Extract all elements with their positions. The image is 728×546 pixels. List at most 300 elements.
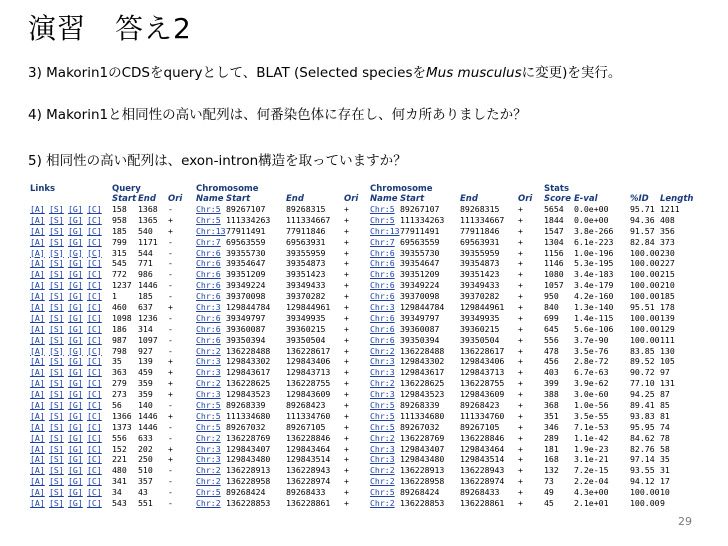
- chrom-end-2: 136228846: [460, 432, 505, 443]
- chrom-end: 89268433: [286, 487, 326, 498]
- link-c[interactable]: [C]: [87, 378, 102, 389]
- chrom-ori: +: [344, 302, 349, 313]
- link-a[interactable]: [A]: [30, 214, 45, 225]
- chrom-start: 39370098: [226, 291, 266, 302]
- chrom-name[interactable]: Chr:3: [196, 302, 221, 313]
- chrom-name-2[interactable]: Chr:6: [370, 291, 395, 302]
- chrom-name[interactable]: Chr:3: [196, 367, 221, 378]
- link-c[interactable]: [C]: [87, 236, 102, 247]
- chrom-name[interactable]: Chr:5: [196, 410, 221, 421]
- link-s[interactable]: [S]: [49, 378, 64, 389]
- header-name: Name: [196, 194, 224, 204]
- chrom-ori: +: [344, 487, 349, 498]
- link-s[interactable]: [S]: [49, 204, 64, 214]
- chrom-ori: +: [344, 410, 349, 421]
- query-start: 545: [112, 258, 127, 269]
- link-g[interactable]: [G]: [68, 334, 83, 345]
- query-ori: +: [168, 389, 173, 400]
- chrom-name[interactable]: Chr:2: [196, 476, 221, 487]
- score: 49: [544, 487, 554, 498]
- link-s[interactable]: [S]: [49, 498, 64, 509]
- link-g[interactable]: [G]: [68, 465, 83, 476]
- link-c[interactable]: [C]: [87, 421, 102, 432]
- chrom-name[interactable]: Chr:5: [196, 214, 221, 225]
- link-c[interactable]: [C]: [87, 498, 102, 509]
- identity: 100.00: [630, 498, 660, 509]
- link-g[interactable]: [G]: [68, 291, 83, 302]
- chrom-name[interactable]: Chr:6: [196, 280, 221, 291]
- length: 105: [660, 356, 675, 367]
- link-g[interactable]: [G]: [68, 269, 83, 280]
- link-s[interactable]: [S]: [49, 225, 64, 236]
- chrom-start-2: 39370098: [400, 291, 440, 302]
- link-g[interactable]: [G]: [68, 225, 83, 236]
- chrom-end: 39360215: [286, 323, 326, 334]
- chrom-ori: +: [344, 356, 349, 367]
- query-end: 1368: [138, 204, 158, 214]
- link-c[interactable]: [C]: [87, 334, 102, 345]
- link-a[interactable]: [A]: [30, 225, 45, 236]
- header-identity: %ID: [630, 194, 649, 204]
- link-s[interactable]: [S]: [49, 280, 64, 291]
- chrom-name-2[interactable]: Chr:2: [370, 378, 395, 389]
- table-row: [30, 291, 700, 302]
- link-s[interactable]: [S]: [49, 302, 64, 313]
- chrom-name-2[interactable]: Chr:13: [370, 225, 400, 236]
- link-g[interactable]: [G]: [68, 312, 83, 323]
- query-ori: +: [168, 454, 173, 465]
- link-c[interactable]: [C]: [87, 302, 102, 313]
- chrom-name[interactable]: Chr:2: [196, 345, 221, 356]
- table-row: [30, 204, 700, 215]
- link-g[interactable]: [G]: [68, 487, 83, 498]
- link-a[interactable]: [A]: [30, 487, 45, 498]
- link-a[interactable]: [A]: [30, 389, 45, 400]
- chrom-start: 89267107: [226, 204, 266, 214]
- chrom-name-2[interactable]: Chr:5: [370, 487, 395, 498]
- chrom-ori-2: +: [518, 214, 523, 225]
- header-chromosome-2: Chromosome: [370, 184, 433, 194]
- link-g[interactable]: [G]: [68, 345, 83, 356]
- chrom-name[interactable]: Chr:7: [196, 236, 221, 247]
- link-g[interactable]: [G]: [68, 378, 83, 389]
- chrom-start: 129843407: [226, 443, 271, 454]
- query-start: 221: [112, 454, 127, 465]
- chrom-start: 89268424: [226, 487, 266, 498]
- query-ori: +: [168, 302, 173, 313]
- link-a[interactable]: [A]: [30, 345, 45, 356]
- link-g[interactable]: [G]: [68, 258, 83, 269]
- header-evalue: E-val: [574, 194, 598, 204]
- length: 111: [660, 334, 675, 345]
- link-g[interactable]: [G]: [68, 389, 83, 400]
- link-g[interactable]: [G]: [68, 400, 83, 411]
- chrom-end-2: 111334760: [460, 410, 505, 421]
- query-end: 359: [138, 389, 153, 400]
- chrom-name[interactable]: Chr:5: [196, 400, 221, 411]
- chrom-name-2[interactable]: Chr:3: [370, 389, 395, 400]
- link-c[interactable]: [C]: [87, 476, 102, 487]
- chrom-end-2: 39370282: [460, 291, 500, 302]
- link-c[interactable]: [C]: [87, 323, 102, 334]
- chrom-name-2[interactable]: Chr:6: [370, 323, 395, 334]
- identity: 94.12: [630, 476, 655, 487]
- link-c[interactable]: [C]: [87, 312, 102, 323]
- link-g[interactable]: [G]: [68, 247, 83, 258]
- link-g[interactable]: [G]: [68, 323, 83, 334]
- chrom-ori: +: [344, 465, 349, 476]
- chrom-ori-2: +: [518, 323, 523, 334]
- score: 1057: [544, 280, 564, 291]
- link-s[interactable]: [S]: [49, 487, 64, 498]
- chrom-name-2[interactable]: Chr:6: [370, 269, 395, 280]
- chrom-name-2[interactable]: Chr:5: [370, 204, 395, 214]
- link-c[interactable]: [C]: [87, 367, 102, 378]
- score: 1156: [544, 247, 564, 258]
- chrom-name-2[interactable]: Chr:2: [370, 345, 395, 356]
- link-s[interactable]: [S]: [49, 345, 64, 356]
- chrom-name-2[interactable]: Chr:2: [370, 465, 395, 476]
- link-g[interactable]: [G]: [68, 204, 83, 214]
- link-a[interactable]: [A]: [30, 421, 45, 432]
- link-c[interactable]: [C]: [87, 454, 102, 465]
- chrom-name-2[interactable]: Chr:5: [370, 400, 395, 411]
- link-a[interactable]: [A]: [30, 410, 45, 421]
- chrom-name-2[interactable]: Chr:2: [370, 432, 395, 443]
- chrom-start: 136228853: [226, 498, 271, 509]
- query-ori: +: [168, 225, 173, 236]
- chrom-ori-2: +: [518, 204, 523, 214]
- chrom-end-2: 89268433: [460, 487, 500, 498]
- chrom-name[interactable]: Chr:5: [196, 421, 221, 432]
- table-row: [30, 422, 700, 433]
- chrom-end: 129844961: [286, 302, 331, 313]
- chrom-name[interactable]: Chr:3: [196, 443, 221, 454]
- chrom-ori: +: [344, 204, 349, 214]
- chrom-name[interactable]: Chr:6: [196, 291, 221, 302]
- chrom-name[interactable]: Chr:6: [196, 323, 221, 334]
- chrom-start-2: 39350394: [400, 334, 440, 345]
- question-5: 5) 相同性の高い配列は、exon-intron構造を取っていますか？: [28, 153, 407, 169]
- chrom-ori-2: +: [518, 389, 523, 400]
- link-a[interactable]: [A]: [30, 432, 45, 443]
- query-ori: +: [168, 410, 173, 421]
- query-end: 43: [138, 487, 148, 498]
- chrom-name[interactable]: Chr:6: [196, 312, 221, 323]
- query-ori: +: [168, 367, 173, 378]
- link-c[interactable]: [C]: [87, 410, 102, 421]
- chrom-name-2[interactable]: Chr:3: [370, 356, 395, 367]
- chrom-name[interactable]: Chr:13: [196, 225, 226, 236]
- query-end: 1365: [138, 214, 158, 225]
- link-a[interactable]: [A]: [30, 454, 45, 465]
- evalue: 2.8e-72: [574, 356, 609, 367]
- link-c[interactable]: [C]: [87, 465, 102, 476]
- query-end: 357: [138, 476, 153, 487]
- link-s[interactable]: [S]: [49, 443, 64, 454]
- query-start: 315: [112, 247, 127, 258]
- chrom-ori: +: [344, 432, 349, 443]
- chrom-ori-2: +: [518, 312, 523, 323]
- identity: 82.84: [630, 236, 655, 247]
- chrom-end: 129843406: [286, 356, 331, 367]
- chrom-start-2: 89267032: [400, 421, 440, 432]
- chrom-name[interactable]: Chr:6: [196, 247, 221, 258]
- chrom-ori-2: +: [518, 465, 523, 476]
- link-c[interactable]: [C]: [87, 400, 102, 411]
- link-a[interactable]: [A]: [30, 204, 45, 214]
- chrom-ori: +: [344, 225, 349, 236]
- link-s[interactable]: [S]: [49, 465, 64, 476]
- chrom-name-2[interactable]: Chr:6: [370, 258, 395, 269]
- chrom-name[interactable]: Chr:2: [196, 465, 221, 476]
- length: 81: [660, 410, 670, 421]
- score: 403: [544, 367, 559, 378]
- question-3-species: Mus musculus: [426, 65, 522, 81]
- table-row: [30, 248, 700, 259]
- link-c[interactable]: [C]: [87, 389, 102, 400]
- chrom-name-2[interactable]: Chr:2: [370, 498, 395, 509]
- chrom-name-2[interactable]: Chr:3: [370, 454, 395, 465]
- link-c[interactable]: [C]: [87, 280, 102, 291]
- query-ori: -: [168, 334, 173, 345]
- chrom-name-2[interactable]: Chr:6: [370, 247, 395, 258]
- link-a[interactable]: [A]: [30, 498, 45, 509]
- link-s[interactable]: [S]: [49, 312, 64, 323]
- header-ori: Ori: [344, 194, 359, 204]
- chrom-name[interactable]: Chr:6: [196, 334, 221, 345]
- chrom-ori: +: [344, 334, 349, 345]
- chrom-end-2: 39350504: [460, 334, 500, 345]
- chrom-end-2: 39355959: [460, 247, 500, 258]
- chrom-name[interactable]: Chr:6: [196, 258, 221, 269]
- link-a[interactable]: [A]: [30, 236, 45, 247]
- chrom-name-2[interactable]: Chr:6: [370, 280, 395, 291]
- link-s[interactable]: [S]: [49, 367, 64, 378]
- link-c[interactable]: [C]: [87, 345, 102, 356]
- query-ori: -: [168, 236, 173, 247]
- link-a[interactable]: [A]: [30, 356, 45, 367]
- link-c[interactable]: [C]: [87, 247, 102, 258]
- chrom-end: 129843464: [286, 443, 331, 454]
- chrom-name-2[interactable]: Chr:2: [370, 476, 395, 487]
- chrom-name-2[interactable]: Chr:6: [370, 312, 395, 323]
- query-start: 1373: [112, 421, 132, 432]
- link-s[interactable]: [S]: [49, 400, 64, 411]
- identity: 93.83: [630, 410, 655, 421]
- link-s[interactable]: [S]: [49, 410, 64, 421]
- chrom-start: 136228488: [226, 345, 271, 356]
- link-a[interactable]: [A]: [30, 378, 45, 389]
- length: 215: [660, 269, 675, 280]
- score: 1844: [544, 214, 564, 225]
- link-c[interactable]: [C]: [87, 214, 102, 225]
- link-a[interactable]: [A]: [30, 400, 45, 411]
- link-a[interactable]: [A]: [30, 476, 45, 487]
- link-s[interactable]: [S]: [49, 291, 64, 302]
- chrom-end: 136228755: [286, 378, 331, 389]
- link-s[interactable]: [S]: [49, 269, 64, 280]
- link-s[interactable]: [S]: [49, 432, 64, 443]
- query-end: 544: [138, 247, 153, 258]
- link-s[interactable]: [S]: [49, 476, 64, 487]
- link-s[interactable]: [S]: [49, 356, 64, 367]
- identity: 90.72: [630, 367, 655, 378]
- identity: 97.14: [630, 454, 655, 465]
- link-c[interactable]: [C]: [87, 443, 102, 454]
- evalue: 2.2e-04: [574, 476, 609, 487]
- link-c[interactable]: [C]: [87, 269, 102, 280]
- chrom-ori-2: +: [518, 225, 523, 236]
- chrom-start: 39355730: [226, 247, 266, 258]
- query-start: 35: [112, 356, 122, 367]
- link-g[interactable]: [G]: [68, 454, 83, 465]
- chrom-name[interactable]: Chr:2: [196, 378, 221, 389]
- link-c[interactable]: [C]: [87, 487, 102, 498]
- link-g[interactable]: [G]: [68, 410, 83, 421]
- link-c[interactable]: [C]: [87, 225, 102, 236]
- link-a[interactable]: [A]: [30, 334, 45, 345]
- query-end: 633: [138, 432, 153, 443]
- link-g[interactable]: [G]: [68, 356, 83, 367]
- link-a[interactable]: [A]: [30, 269, 45, 280]
- link-g[interactable]: [G]: [68, 498, 83, 509]
- query-ori: -: [168, 498, 173, 509]
- chrom-start: 39350394: [226, 334, 266, 345]
- chrom-end: 77911846: [286, 225, 326, 236]
- length: 178: [660, 302, 675, 313]
- chrom-name[interactable]: Chr:3: [196, 454, 221, 465]
- chrom-ori: +: [344, 378, 349, 389]
- chrom-name[interactable]: Chr:3: [196, 389, 221, 400]
- link-a[interactable]: [A]: [30, 323, 45, 334]
- chrom-ori: +: [344, 345, 349, 356]
- score: 181: [544, 443, 559, 454]
- link-c[interactable]: [C]: [87, 432, 102, 443]
- chrom-name[interactable]: Chr:5: [196, 204, 221, 214]
- chrom-end: 89267105: [286, 421, 326, 432]
- link-s[interactable]: [S]: [49, 258, 64, 269]
- link-a[interactable]: [A]: [30, 247, 45, 258]
- link-a[interactable]: [A]: [30, 258, 45, 269]
- link-c[interactable]: [C]: [87, 204, 102, 214]
- link-g[interactable]: [G]: [68, 302, 83, 313]
- chrom-start-2: 89267107: [400, 204, 440, 214]
- chrom-start-2: 136228958: [400, 476, 445, 487]
- link-c[interactable]: [C]: [87, 258, 102, 269]
- score: 1304: [544, 236, 564, 247]
- link-c[interactable]: [C]: [87, 291, 102, 302]
- link-g[interactable]: [G]: [68, 432, 83, 443]
- chrom-end: 89268423: [286, 400, 326, 411]
- question-3: [28, 64, 621, 82]
- link-g[interactable]: [G]: [68, 367, 83, 378]
- query-start: 341: [112, 476, 127, 487]
- chrom-end-2: 129843406: [460, 356, 505, 367]
- chrom-name-2[interactable]: Chr:7: [370, 236, 395, 247]
- chrom-name-2[interactable]: Chr:5: [370, 214, 395, 225]
- link-g[interactable]: [G]: [68, 280, 83, 291]
- link-a[interactable]: [A]: [30, 465, 45, 476]
- chrom-end: 39370282: [286, 291, 326, 302]
- link-s[interactable]: [S]: [49, 454, 64, 465]
- chrom-name-2[interactable]: Chr:5: [370, 410, 395, 421]
- chrom-ori: +: [344, 498, 349, 509]
- length: 130: [660, 345, 675, 356]
- chrom-start-2: 136228853: [400, 498, 445, 509]
- chrom-name[interactable]: Chr:3: [196, 356, 221, 367]
- length: 17: [660, 476, 670, 487]
- query-start: 556: [112, 432, 127, 443]
- table-row: [30, 411, 700, 422]
- chrom-end-2: 136228974: [460, 476, 505, 487]
- query-ori: -: [168, 247, 173, 258]
- chrom-name-2[interactable]: Chr:6: [370, 334, 395, 345]
- link-s[interactable]: [S]: [49, 389, 64, 400]
- link-a[interactable]: [A]: [30, 443, 45, 454]
- chrom-name[interactable]: Chr:6: [196, 269, 221, 280]
- chrom-name[interactable]: Chr:2: [196, 498, 221, 509]
- link-s[interactable]: [S]: [49, 236, 64, 247]
- link-a[interactable]: [A]: [30, 367, 45, 378]
- chrom-start: 77911491: [226, 225, 266, 236]
- link-s[interactable]: [S]: [49, 323, 64, 334]
- link-a[interactable]: [A]: [30, 280, 45, 291]
- chrom-name-2[interactable]: Chr:3: [370, 302, 395, 313]
- chrom-name-2[interactable]: Chr:5: [370, 421, 395, 432]
- identity: 82.76: [630, 443, 655, 454]
- chrom-start-2: 69563559: [400, 236, 440, 247]
- chrom-name-2[interactable]: Chr:3: [370, 443, 395, 454]
- slide-title: 演習 答え2: [28, 12, 192, 45]
- identity: 93.55: [630, 465, 655, 476]
- link-a[interactable]: [A]: [30, 291, 45, 302]
- link-g[interactable]: [G]: [68, 214, 83, 225]
- query-end: 986: [138, 269, 153, 280]
- page-number: 29: [678, 515, 692, 528]
- link-s[interactable]: [S]: [49, 421, 64, 432]
- link-g[interactable]: [G]: [68, 476, 83, 487]
- query-start: 279: [112, 378, 127, 389]
- chrom-end: 111334760: [286, 410, 331, 421]
- evalue: 1.1e-42: [574, 432, 609, 443]
- chrom-ori: +: [344, 323, 349, 334]
- chrom-name-2[interactable]: Chr:3: [370, 367, 395, 378]
- chrom-ori-2: +: [518, 454, 523, 465]
- chrom-name[interactable]: Chr:5: [196, 487, 221, 498]
- question-3-pre: 3) Makorin1のCDSをqueryとして、BLAT (Selected speciesを: [28, 65, 427, 81]
- evalue: 6.1e-223: [574, 236, 614, 247]
- chrom-end-2: 129843609: [460, 389, 505, 400]
- link-a[interactable]: [A]: [30, 312, 45, 323]
- link-g[interactable]: [G]: [68, 236, 83, 247]
- chrom-end: 39350504: [286, 334, 326, 345]
- chrom-end: 39349935: [286, 312, 326, 323]
- score: 840: [544, 302, 559, 313]
- chrom-start: 136228625: [226, 378, 271, 389]
- link-g[interactable]: [G]: [68, 443, 83, 454]
- link-a[interactable]: [A]: [30, 302, 45, 313]
- table-row: [30, 346, 700, 357]
- link-s[interactable]: [S]: [49, 214, 64, 225]
- link-s[interactable]: [S]: [49, 247, 64, 258]
- header-query-start: Start: [112, 194, 137, 204]
- chrom-name[interactable]: Chr:2: [196, 432, 221, 443]
- chrom-end-2: 89268315: [460, 204, 500, 214]
- link-g[interactable]: [G]: [68, 421, 83, 432]
- link-s[interactable]: [S]: [49, 334, 64, 345]
- link-c[interactable]: [C]: [87, 356, 102, 367]
